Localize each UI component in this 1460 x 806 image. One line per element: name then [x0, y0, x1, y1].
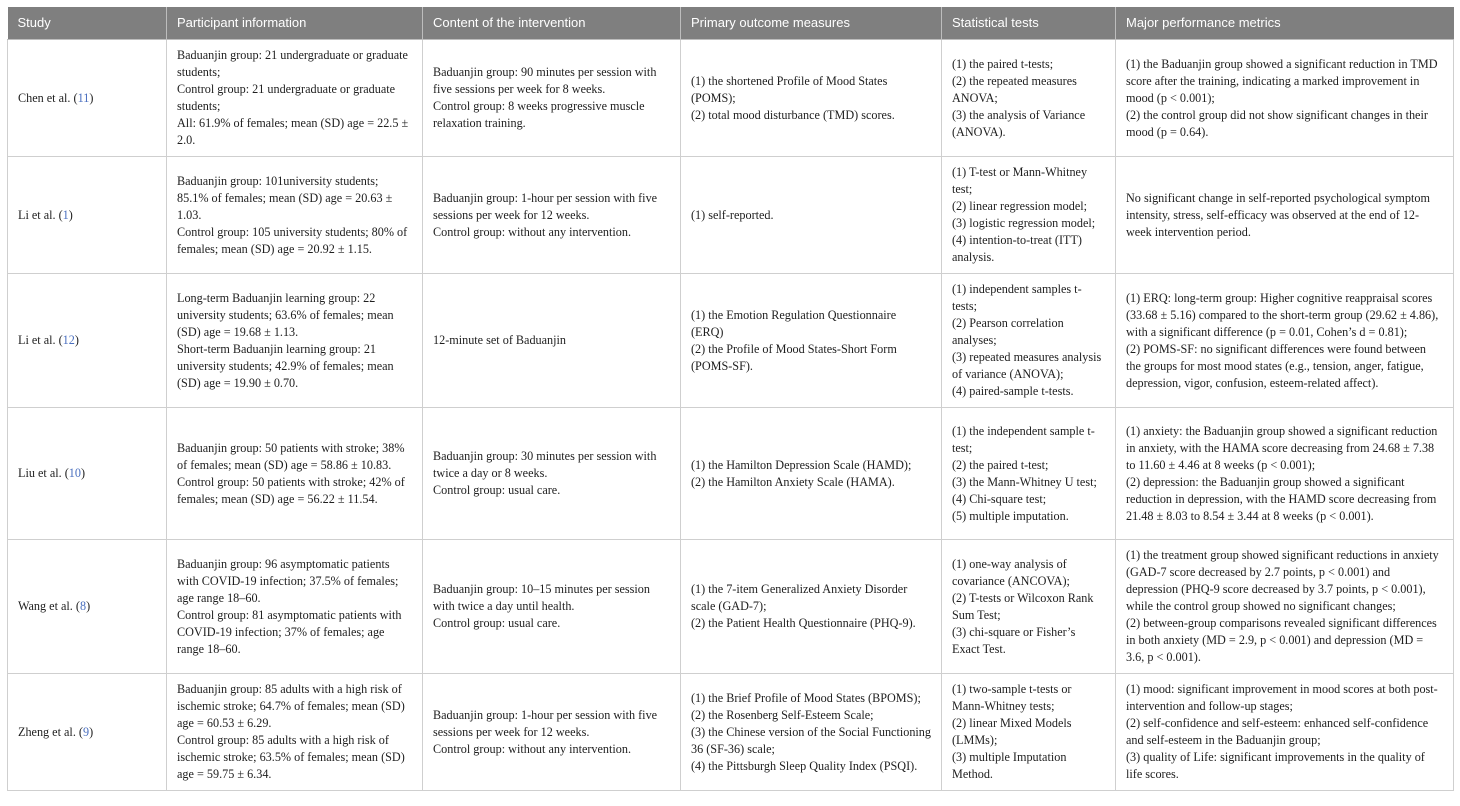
metrics-cell: No significant change in self-reported psychological symptom intensity, stress, self-efficacy was observed at the end of 12-week intervention period. — [1116, 157, 1454, 274]
study-name-close: ) — [86, 599, 91, 613]
reference-link[interactable]: 1 — [62, 207, 69, 222]
tests-cell: (1) the independent sample t-test; (2) the paired t-test; (3) the Mann-Whitney U test; (4) Chi-square test; (5) multiple imputation. — [942, 408, 1116, 540]
tests-cell: (1) one-way analysis of covariance (ANCOVA); (2) T-tests or Wilcoxon Rank Sum Test; (3) chi-square or Fisher’s Exact Test. — [942, 540, 1116, 674]
study-name-close: ) — [80, 466, 86, 480]
participants-cell: Baduanjin group: 85 adults with a high risk of ischemic stroke; 64.7% of females; mean (SD) age = 60.53 ± 6.29. Control group: 85 adults with a high risk of ischemic stroke; 63.5% of females; mean (SD) age = 59.75 ± 6.34. — [167, 674, 423, 791]
reference-link[interactable]: 8 — [79, 599, 87, 613]
study-name-close: ) — [74, 333, 79, 347]
outcomes-cell: (1) the Emotion Regulation Questionnaire (ERQ) (2) the Profile of Mood States-Short Form (POMS-SF). — [681, 274, 942, 408]
outcomes-cell: (1) the Hamilton Depression Scale (HAMD); (2) the Hamilton Anxiety Scale (HAMA). — [681, 408, 942, 540]
table-row — [8, 274, 1454, 408]
participants-cell: Baduanjin group: 101university students; 85.1% of females; mean (SD) age = 20.63 ± 1.03. Control group: 105 university students; 80% of females; mean (SD) age = 20.92 ± 1.15. — [167, 157, 423, 274]
reference-link[interactable]: 10 — [68, 466, 81, 480]
column-header-major-performance-metrics: Major performance metrics — [1116, 7, 1454, 40]
study-name: Li et al. ( — [18, 333, 63, 347]
tests-cell: (1) independent samples t-tests; (2) Pearson correlation analyses; (3) repeated measures analysis of variance (ANOVA); (4) paired-sample t-tests. — [942, 274, 1116, 408]
study-name-close: ) — [89, 724, 94, 739]
metrics-cell: (1) mood: significant improvement in mood scores at both post-intervention and follow-up stages; (2) self-confidence and self-esteem: enhanced self-confidence and self-esteem in the Baduanjin group; (3) quality of Life: significant improvements in the quality of life scores. — [1116, 674, 1454, 791]
participants-cell: Baduanjin group: 96 asymptomatic patients with COVID-19 infection; 37.5% of females; age range 18–60. Control group: 81 asymptomatic patients with COVID-19 infection; 37% of females; age range 18–60. — [167, 540, 423, 674]
studies-table — [7, 7, 1454, 791]
metrics-cell: (1) the treatment group showed significant reductions in anxiety (GAD-7 score decreased by 2.7 points, p < 0.001) and depression (PHQ-9 score decreased by 3.7 points, p < 0.001), while the control group showed no significant changes; (2) between-group comparisons revealed significant differences in both anxiety (MD = 2.9, p < 0.001) and depression (MD = 3.6, p < 0.001). — [1116, 540, 1454, 674]
study-cell — [8, 408, 167, 540]
intervention-cell: Baduanjin group: 1-hour per session with five sessions per week for 12 weeks. Control group: without any intervention. — [423, 157, 681, 274]
studies-table-container — [7, 7, 1453, 791]
intervention-cell: Baduanjin group: 30 minutes per session with twice a day or 8 weeks. Control group: usual care. — [423, 408, 681, 540]
participants-cell: Baduanjin group: 50 patients with stroke; 38% of females; mean (SD) age = 58.86 ± 10.83. Control group: 50 patients with stroke; 42% of females; mean (SD) age = 56.22 ± 11.54. — [167, 408, 423, 540]
study-cell — [8, 540, 167, 674]
outcomes-cell: (1) self-reported. — [681, 157, 942, 274]
column-header-primary-outcome-measures: Primary outcome measures — [681, 7, 942, 40]
reference-link[interactable]: 9 — [82, 724, 90, 739]
intervention-cell: Baduanjin group: 1-hour per session with five sessions per week for 12 weeks. Control group: without any intervention. — [423, 674, 681, 791]
table-row — [8, 157, 1454, 274]
study-name: Chen et al. ( — [18, 90, 78, 105]
intervention-cell: Baduanjin group: 10–15 minutes per session with twice a day until health. Control group: usual care. — [423, 540, 681, 674]
tests-cell: (1) the paired t-tests; (2) the repeated measures ANOVA; (3) the analysis of Variance (ANOVA). — [942, 40, 1116, 157]
study-name: Zheng et al. ( — [18, 724, 83, 739]
study-name: Li et al. ( — [18, 207, 63, 222]
study-cell — [8, 674, 167, 791]
metrics-cell: (1) anxiety: the Baduanjin group showed a significant reduction in anxiety, with the HAMA score decreasing from 24.68 ± 7.38 to 11.60 ± 4.46 at 8 weeks (p < 0.001); (2) depression: the Baduanjin group showed a significant reduction in depression, with the HAMD score decreasing from 21.48 ± 8.03 to 8.54 ± 3.44 at 8 weeks (p < 0.001). — [1116, 408, 1454, 540]
column-header-study: Study — [8, 7, 167, 40]
study-name-close: ) — [68, 207, 73, 222]
study-name-close: ) — [89, 90, 94, 105]
study-cell — [8, 274, 167, 408]
metrics-cell: (1) the Baduanjin group showed a significant reduction in TMD score after the training, indicating a marked improvement in mood (p < 0.001); (2) the control group did not show significant changes in their mood (p = 0.64). — [1116, 40, 1454, 157]
study-cell — [8, 157, 167, 274]
outcomes-cell: (1) the 7-item Generalized Anxiety Disorder scale (GAD-7); (2) the Patient Health Questionnaire (PHQ-9). — [681, 540, 942, 674]
column-header-statistical-tests: Statistical tests — [942, 7, 1116, 40]
table-row — [8, 674, 1454, 791]
table-row — [8, 408, 1454, 540]
outcomes-cell: (1) the Brief Profile of Mood States (BPOMS); (2) the Rosenberg Self-Esteem Scale; (3) the Chinese version of the Social Functioning 36 (SF-36) scale; (4) the Pittsburgh Sleep Quality Index (PSQI). — [681, 674, 942, 791]
tests-cell: (1) two-sample t-tests or Mann-Whitney tests; (2) linear Mixed Models (LMMs); (3) multiple Imputation Method. — [942, 674, 1116, 791]
metrics-cell: (1) ERQ: long-term group: Higher cognitive reappraisal scores (33.68 ± 5.16) compared to the short-term group (29.62 ± 4.86), with a significant difference (p = 0.01, Cohen’s d = 0.81); (2) POMS-SF: no significant differences were found between the groups for most mood states (e.g., tension, anger, fatigue, depression, vigor, confusion, esteem-related affect). — [1116, 274, 1454, 408]
header-row — [8, 7, 1454, 40]
tests-cell: (1) T-test or Mann-Whitney test; (2) linear regression model; (3) logistic regression model; (4) intention-to-treat (ITT) analysis. — [942, 157, 1116, 274]
reference-link[interactable]: 12 — [62, 333, 75, 347]
participants-cell: Baduanjin group: 21 undergraduate or graduate students; Control group: 21 undergraduate or graduate students; All: 61.9% of females; mean (SD) age = 22.5 ± 2.0. — [167, 40, 423, 157]
column-header-participant-information: Participant information — [167, 7, 423, 40]
column-header-content-of-intervention: Content of the intervention — [423, 7, 681, 40]
study-name: Wang et al. ( — [18, 599, 80, 613]
study-name: Liu et al. ( — [18, 466, 69, 480]
participants-cell: Long-term Baduanjin learning group: 22 university students; 63.6% of females; mean (SD) age = 19.68 ± 1.13. Short-term Baduanjin learning group: 21 university students; 42.9% of females; mean (SD) age = 19.90 ± 0.70. — [167, 274, 423, 408]
outcomes-cell: (1) the shortened Profile of Mood States (POMS); (2) total mood disturbance (TMD) scores. — [681, 40, 942, 157]
reference-link[interactable]: 11 — [77, 90, 90, 105]
intervention-cell: Baduanjin group: 90 minutes per session with five sessions per week for 8 weeks. Control group: 8 weeks progressive muscle relaxation training. — [423, 40, 681, 157]
table-row — [8, 540, 1454, 674]
table-row — [8, 40, 1454, 157]
intervention-cell: 12-minute set of Baduanjin — [423, 274, 681, 408]
study-cell — [8, 40, 167, 157]
